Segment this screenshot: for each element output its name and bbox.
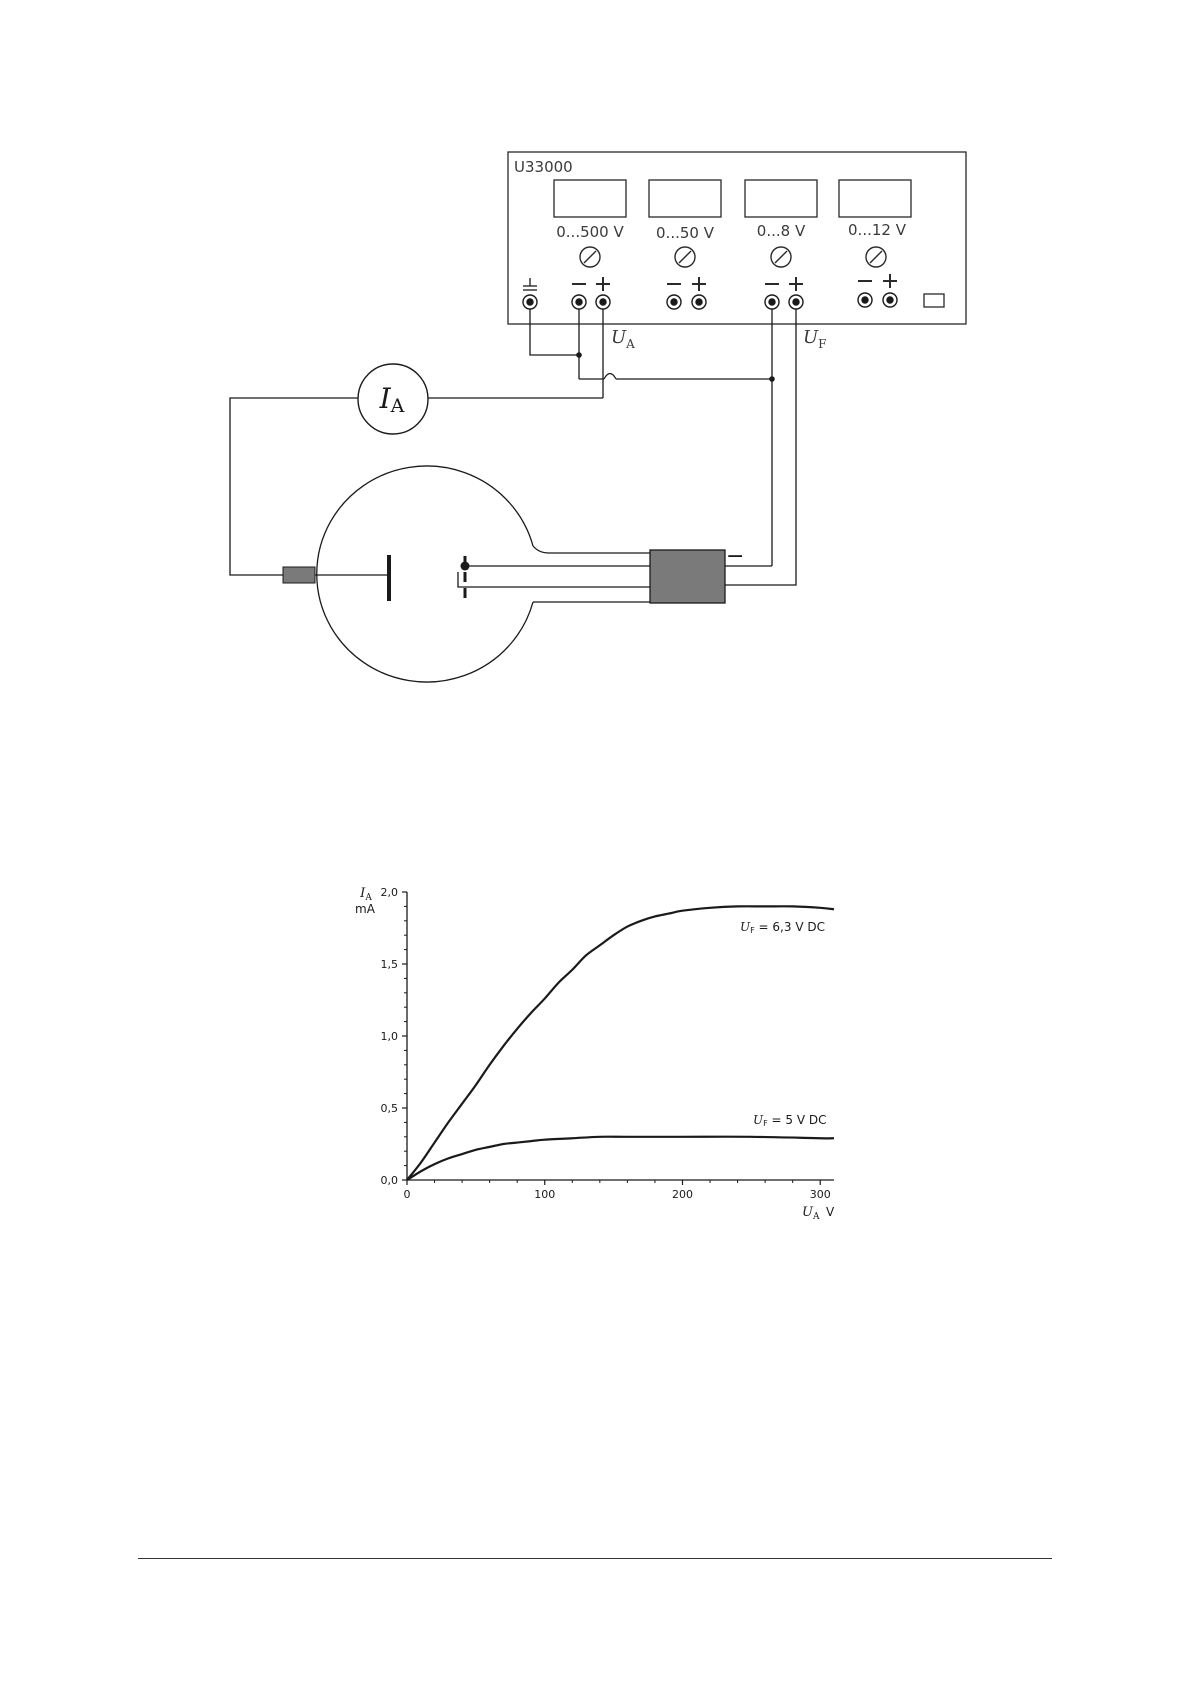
range-label-50v: 0...50 V <box>656 224 714 242</box>
range-label-500v: 0...500 V <box>556 223 624 241</box>
y-axis-label: $I_A$ <box>360 886 372 903</box>
y-tick-label: 1,5 <box>380 958 398 971</box>
footer-rule <box>138 1558 1052 1559</box>
x-tick-label: 0 <box>403 1188 411 1201</box>
x-axis-label: $U_A$ <box>802 1205 820 1222</box>
chart-ticks <box>381 886 831 1201</box>
knob-50v-icon <box>675 247 695 267</box>
supply-name: U33000 <box>514 158 573 176</box>
display-50v <box>649 180 721 217</box>
label-uf: $U_F$ <box>803 327 827 351</box>
series-label-uf-5v: UF = 5 V DC <box>753 1113 827 1128</box>
sockets <box>523 293 897 309</box>
display-500v <box>554 180 626 217</box>
power-switch <box>924 294 944 307</box>
circuit-diagram <box>0 0 1191 760</box>
range-label-12v: 0...12 V <box>848 221 906 239</box>
x-tick-label: 300 <box>809 1188 831 1201</box>
tube-minus-sign: − <box>726 544 745 569</box>
vacuum-tube <box>283 466 725 682</box>
anode-connector <box>283 567 315 583</box>
x-tick-label: 200 <box>671 1188 693 1201</box>
tube-base <box>650 550 725 603</box>
display-12v <box>839 180 911 217</box>
range-label-8v: 0...8 V <box>756 222 806 240</box>
display-8v <box>745 180 817 217</box>
junction-dot <box>576 352 582 358</box>
chart-series <box>407 906 834 1180</box>
label-ua: $U_A$ <box>611 327 635 351</box>
ground-symbol-icon <box>523 278 537 290</box>
polarity-signs <box>572 274 897 291</box>
chart-axes <box>407 892 834 1180</box>
knob-12v-icon <box>866 247 886 267</box>
y-axis-unit: mA <box>355 902 375 916</box>
ammeter-label: IA <box>379 382 405 417</box>
y-tick-label: 0,5 <box>380 1102 398 1115</box>
series-line-uf-6-3v <box>407 906 834 1180</box>
x-axis-unit: V <box>826 1205 835 1219</box>
x-tick-label: 100 <box>534 1188 556 1201</box>
y-tick-label: 2,0 <box>380 886 398 899</box>
series-label-uf-6-3v: UF = 6,3 V DC <box>740 920 825 935</box>
series-line-uf-5v <box>407 1137 834 1180</box>
knob-500v-icon <box>580 247 600 267</box>
knob-8v-icon <box>771 247 791 267</box>
y-tick-label: 1,0 <box>380 1030 398 1043</box>
y-tick-label: 0,0 <box>380 1174 398 1187</box>
junction-dot <box>769 376 775 382</box>
